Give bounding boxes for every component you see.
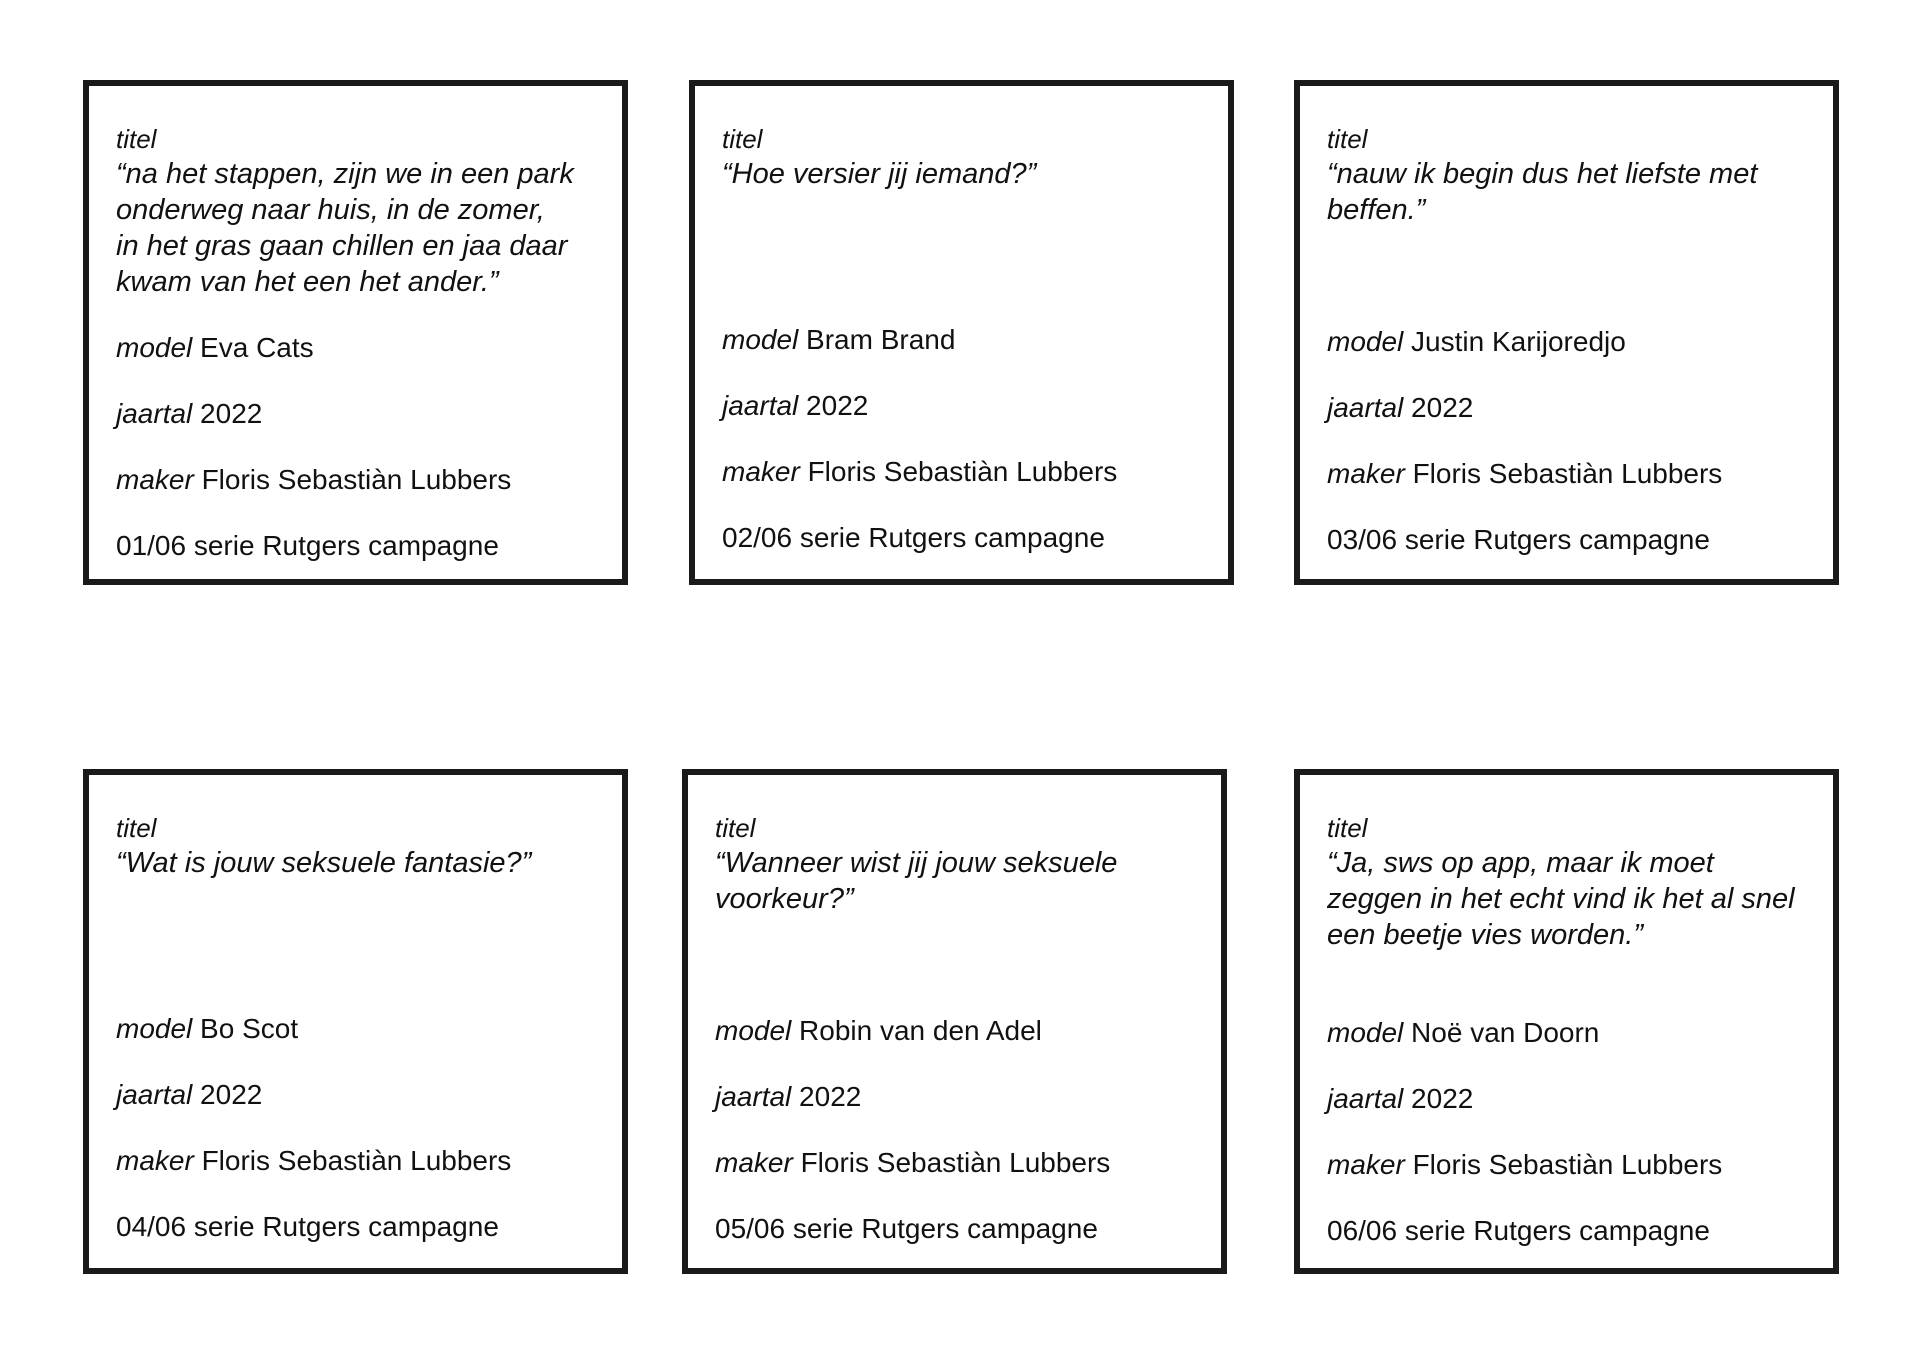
series-text: 04/06 serie Rutgers campagne xyxy=(116,1211,499,1242)
maker-value: Floris Sebastiàn Lubbers xyxy=(1412,458,1723,489)
maker-value: Floris Sebastiàn Lubbers xyxy=(807,456,1118,487)
year-label: jaartal xyxy=(715,1081,792,1112)
model-field xyxy=(722,322,955,358)
year-value: 2022 xyxy=(799,1081,862,1112)
quote-line: “Wat is jouw seksuele fantasie?” xyxy=(116,847,532,879)
year-value: 2022 xyxy=(200,1079,263,1110)
artwork-label-card-5 xyxy=(682,769,1227,1274)
year-value: 2022 xyxy=(1411,1083,1474,1114)
model-label: model xyxy=(722,324,799,355)
quote-line: een beetje vies worden.” xyxy=(1327,919,1643,951)
series-text: 05/06 serie Rutgers campagne xyxy=(715,1213,1098,1244)
quote-line: “Wanneer wist jij jouw seksuele xyxy=(715,847,1118,879)
model-label: model xyxy=(1327,1017,1404,1048)
year-value: 2022 xyxy=(806,390,869,421)
maker-value: Floris Sebastiàn Lubbers xyxy=(800,1147,1111,1178)
maker-field xyxy=(116,1143,511,1179)
model-field xyxy=(1327,1015,1599,1051)
year-field xyxy=(1327,1081,1473,1117)
quote-line: in het gras gaan chillen en jaa daar xyxy=(116,230,568,262)
maker-label: maker xyxy=(1327,458,1405,489)
year-label: jaartal xyxy=(722,390,799,421)
model-label: model xyxy=(116,332,193,363)
model-label: model xyxy=(1327,326,1404,357)
model-field xyxy=(1327,324,1626,360)
series-text: 01/06 serie Rutgers campagne xyxy=(116,530,499,561)
maker-field xyxy=(116,462,511,498)
title-label: titel xyxy=(722,124,763,154)
year-field xyxy=(722,388,868,424)
title-label: titel xyxy=(116,124,157,154)
maker-value: Floris Sebastiàn Lubbers xyxy=(1412,1149,1723,1180)
maker-label: maker xyxy=(116,464,194,495)
model-label: model xyxy=(116,1013,193,1044)
model-value: Justin Karijoredjo xyxy=(1411,326,1626,357)
maker-label: maker xyxy=(715,1147,793,1178)
model-value: Bo Scot xyxy=(200,1013,299,1044)
model-value: Noë van Doorn xyxy=(1411,1017,1600,1048)
maker-field xyxy=(1327,1147,1722,1183)
year-label: jaartal xyxy=(116,1079,193,1110)
quote-line: “Ja, sws op app, maar ik moet xyxy=(1327,847,1714,879)
maker-label: maker xyxy=(1327,1149,1405,1180)
year-field xyxy=(116,1077,262,1113)
quote-line: “na het stappen, zijn we in een park xyxy=(116,158,574,190)
model-value: Eva Cats xyxy=(200,332,314,363)
artwork-label-card-3 xyxy=(1294,80,1839,585)
maker-label: maker xyxy=(116,1145,194,1176)
year-field xyxy=(715,1079,861,1115)
model-field xyxy=(116,1011,298,1047)
maker-field xyxy=(715,1145,1110,1181)
title-label: titel xyxy=(116,813,157,843)
series-text: 02/06 serie Rutgers campagne xyxy=(722,522,1105,553)
year-field xyxy=(1327,390,1473,426)
year-value: 2022 xyxy=(200,398,263,429)
model-field xyxy=(116,330,314,366)
artwork-label-card-1 xyxy=(83,80,628,585)
series-text: 06/06 serie Rutgers campagne xyxy=(1327,1215,1710,1246)
model-value: Bram Brand xyxy=(806,324,956,355)
model-field xyxy=(715,1013,1042,1049)
year-label: jaartal xyxy=(1327,392,1404,423)
quote-line: onderweg naar huis, in de zomer, xyxy=(116,194,545,226)
artwork-label-card-4 xyxy=(83,769,628,1274)
quote-line: voorkeur?” xyxy=(715,883,854,915)
year-value: 2022 xyxy=(1411,392,1474,423)
maker-field xyxy=(722,454,1117,490)
quote-line: beffen.” xyxy=(1327,194,1426,226)
artwork-label-card-6 xyxy=(1294,769,1839,1274)
maker-field xyxy=(1327,456,1722,492)
title-label: titel xyxy=(715,813,756,843)
model-value: Robin van den Adel xyxy=(799,1015,1042,1046)
maker-value: Floris Sebastiàn Lubbers xyxy=(201,464,512,495)
year-field xyxy=(116,396,262,432)
artwork-label-card-2 xyxy=(689,80,1234,585)
model-label: model xyxy=(715,1015,792,1046)
maker-label: maker xyxy=(722,456,800,487)
series-text: 03/06 serie Rutgers campagne xyxy=(1327,524,1710,555)
quote-line: “Hoe versier jij iemand?” xyxy=(722,158,1037,190)
quote-line: kwam van het een het ander.” xyxy=(116,266,499,298)
title-label: titel xyxy=(1327,813,1368,843)
quote-line: zeggen in het echt vind ik het al snel xyxy=(1327,883,1795,915)
year-label: jaartal xyxy=(1327,1083,1404,1114)
year-label: jaartal xyxy=(116,398,193,429)
quote-line: “nauw ik begin dus het liefste met xyxy=(1327,158,1758,190)
title-label: titel xyxy=(1327,124,1368,154)
maker-value: Floris Sebastiàn Lubbers xyxy=(201,1145,512,1176)
